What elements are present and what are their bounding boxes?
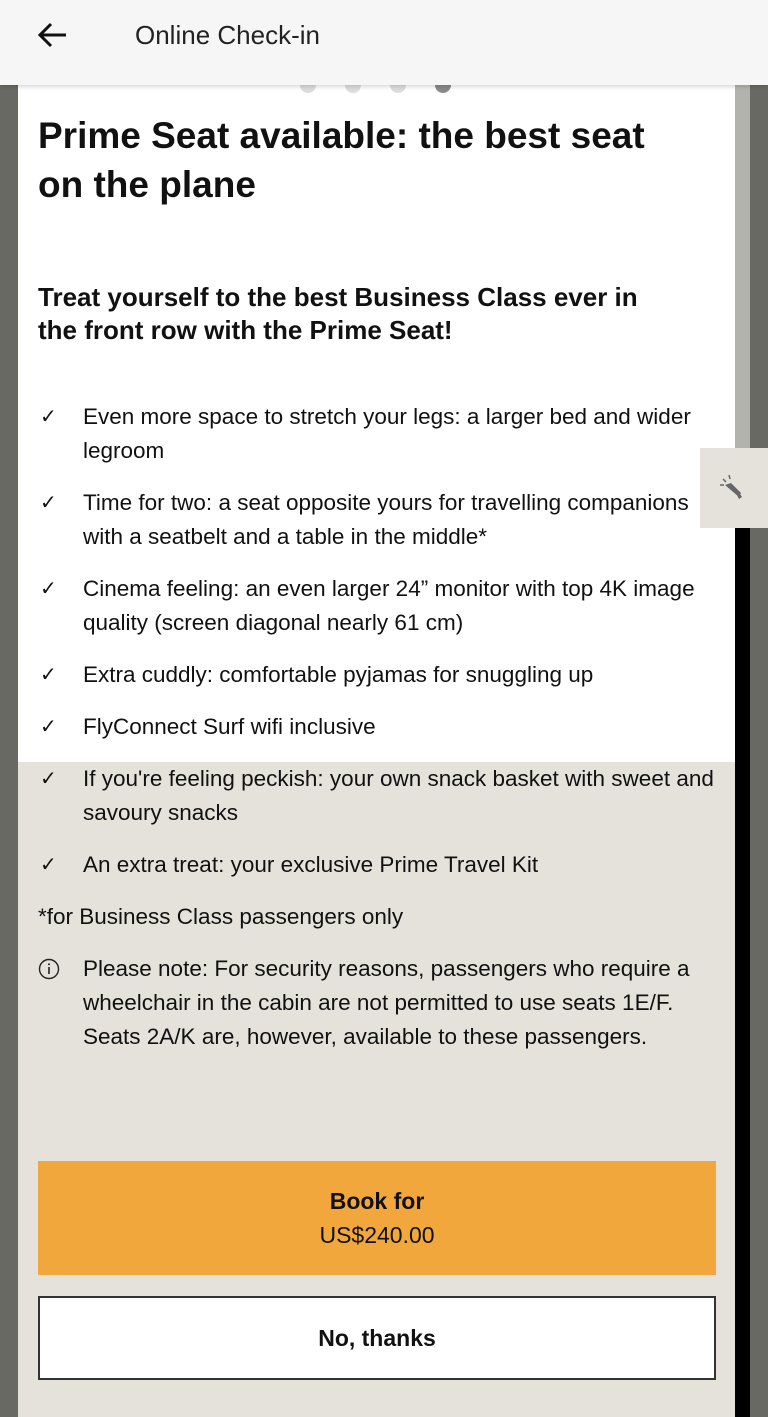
- list-item: ✓ Cinema feeling: an even larger 24” monitor with top 4K image quality (screen diagonal nearly 61 cm): [38, 572, 728, 640]
- decline-button[interactable]: No, thanks: [38, 1296, 716, 1380]
- scrollbar-track: [735, 448, 750, 1417]
- feedback-button[interactable]: [700, 448, 768, 528]
- list-item: ✓ Extra cuddly: comfortable pyjamas for snuggling up: [38, 658, 728, 692]
- prime-seat-dialog: [18, 85, 735, 1417]
- benefit-list: [38, 400, 728, 1054]
- list-item: ✓ FlyConnect Surf wifi inclusive: [38, 710, 728, 744]
- page-title: Online Check-in: [135, 20, 320, 50]
- check-icon: ✓: [40, 854, 57, 876]
- check-icon: ✓: [40, 664, 57, 686]
- check-icon: ✓: [40, 768, 57, 790]
- book-button[interactable]: Book for US$240.00: [38, 1161, 716, 1275]
- check-icon: ✓: [40, 578, 57, 600]
- dialog-title: Prime Seat available: the best seat on the plane: [38, 115, 645, 205]
- footnote: *for Business Class passengers only: [38, 904, 404, 929]
- list-item: ✓ If you're feeling peckish: your own snack basket with sweet and savoury snacks: [38, 762, 728, 830]
- check-icon: ✓: [40, 406, 57, 428]
- check-icon: ✓: [40, 492, 57, 514]
- list-item: ✓ An extra treat: your exclusive Prime Travel Kit: [38, 848, 728, 882]
- check-icon: ✓: [40, 716, 57, 738]
- list-item: ✓ Even more space to stretch your legs: a larger bed and wider legroom: [38, 400, 728, 468]
- wheelchair-note: Please note: For security reasons, passengers who require a wheelchair in the cabin are not permitted to use seats 1E/F. Seats 2A/K are, however, available to these passengers.: [38, 952, 728, 1054]
- megaphone-icon: [717, 471, 751, 505]
- info-icon: [38, 952, 83, 1054]
- scrollbar[interactable]: [735, 85, 750, 448]
- dialog-subtitle: Treat yourself to the best Business Class ever in the front row with the Prime Seat!: [38, 282, 638, 345]
- arrow-left-icon[interactable]: [36, 18, 70, 52]
- list-item: ✓ Time for two: a seat opposite yours for travelling companions with a seatbelt and a table in the middle*: [38, 486, 728, 554]
- app-bar: [0, 0, 768, 85]
